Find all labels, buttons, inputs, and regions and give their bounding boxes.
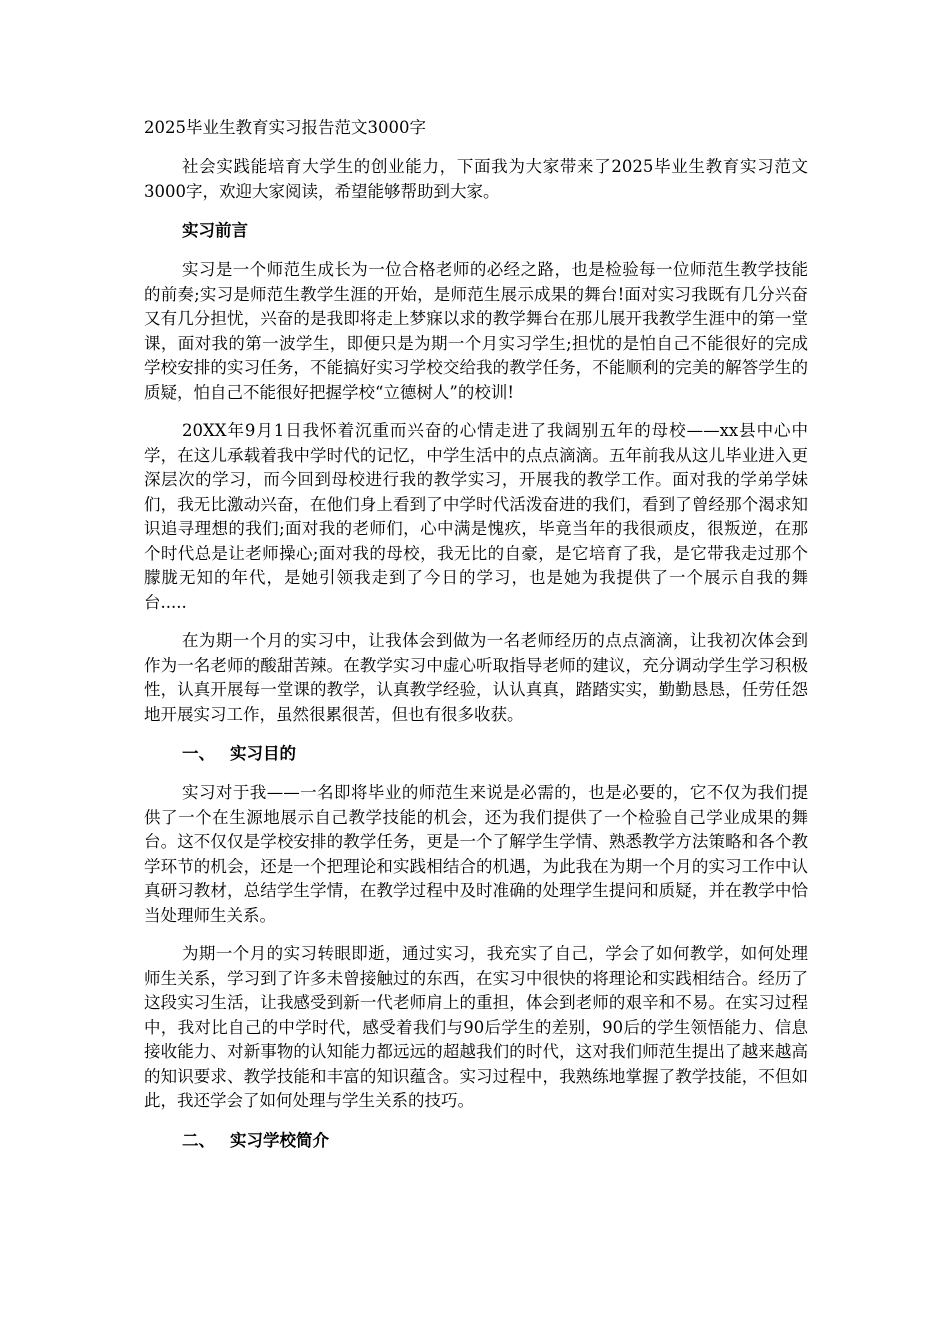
section-heading-preface: 实习前言: [182, 221, 248, 240]
section-heading-purpose: [144, 741, 808, 767]
section-number: 二、: [182, 1130, 215, 1150]
preface-paragraph-1: 实习是一个师范生成长为一位合格老师的必经之路，也是检验每一位师范生教学技能的前奏;实习是师范生教学生涯的开始，是师范生展示成果的舞台!面对实习我既有几分兴奋又有几分担忧，兴奋的是我即将走上梦寐以求的教学舞台在那儿展开我教学生涯中的第一堂课，面对我的第一波学生，即便只是为期一个月实习学生;担忧的是怕自己不能很好的完成学校安排的实习任务，不能搞好实习学校交给我的教学任务，不能顺利的完美的解答学生的质疑，怕自己不能很好把握学校“立德树人”的校训!: [144, 260, 808, 402]
section-number: 一、: [182, 744, 215, 763]
document-body: [144, 115, 808, 1168]
section-heading-school-intro: [144, 1128, 808, 1154]
section-title: 实习学校简介: [230, 1130, 329, 1150]
purpose-paragraph-2: 为期一个月的实习转眼即逝，通过实习，我充实了自己，学会了如何教学，如何处理师生关系，学习到了许多未曾接触过的东西，在实习中很快的将理论和实践相结合。经历了这段实习生活，让我感受到新一代老师肩上的重担，体会到老师的艰辛和不易。在实习过程中，我对比自己的中学时代，感受着我们与90后学生的差别，90后的学生领悟能力、信息接收能力、对新事物的认知能力都远远的超越我们的时代，这对我们师范生提出了越来越高的知识要求、教学技能和丰富的知识蕴含。实习过程中，我熟练地掌握了教学技能，不但如此，我还学会了如何处理与学生关系的技巧。: [144, 944, 808, 1110]
section-title: 实习目的: [230, 744, 296, 763]
document-title: 2025毕业生教育实习报告范文3000字: [144, 118, 426, 137]
preface-paragraph-2: 20XX年9月1日我怀着沉重而兴奋的心情走进了我阔别五年的母校——xx县中心中学，在这儿承载着我中学时代的记忆，中学生活中的点点滴滴。五年前我从这儿毕业进入更深层次的学习，而今回到母校进行我的教学实习，开展我的教学工作。面对我的学弟学妹们，我无比激动兴奋，在他们身上看到了中学时代活泼奋进的我们，看到了曾经那个渴求知识追寻理想的我们;面对我的老师们，心中满是愧疚，毕竟当年的我很顽皮，很叛逆，在那个时代总是让老师操心;面对我的母校，我无比的自豪，是它培育了我，是它带我走过那个朦胧无知的年代，是她引领我走到了今日的学习，也是她为我提供了一个展示自我的舞台.....: [144, 421, 808, 612]
preface-paragraph-3: 在为期一个月的实习中，让我体会到做为一名老师经历的点点滴滴，让我初次体会到作为一名老师的酸甜苦辣。在教学实习中虚心听取指导老师的建议，充分调动学生学习积极性，认真开展每一堂课的教学，认真教学经验，认认真真，踏踏实实，勤勤恳恳，任劳任怨地开展实习工作，虽然很累很苦，但也有很多收获。: [144, 631, 808, 724]
intro-paragraph: 社会实践能培育大学生的创业能力，下面我为大家带来了2025毕业生教育实习范文3000字，欢迎大家阅读，希望能够帮助到大家。: [144, 157, 808, 201]
purpose-paragraph-1: 实习对于我——一名即将毕业的师范生来说是必需的，也是必要的，它不仅为我们提供了一个在生源地展示自己教学技能的机会，还为我们提供了一个检验自己学业成果的舞台。这不仅仅是学校安排的教学任务，更是一个了解学生学情、熟悉教学方法策略和各个教学环节的机会，还是一个把理论和实践相结合的机遇，为此我在为期一个月的实习工作中认真研习教材，总结学生学情，在教学过程中及时准确的处理学生提问和质疑，并在教学中恰当处理师生关系。: [144, 783, 808, 925]
